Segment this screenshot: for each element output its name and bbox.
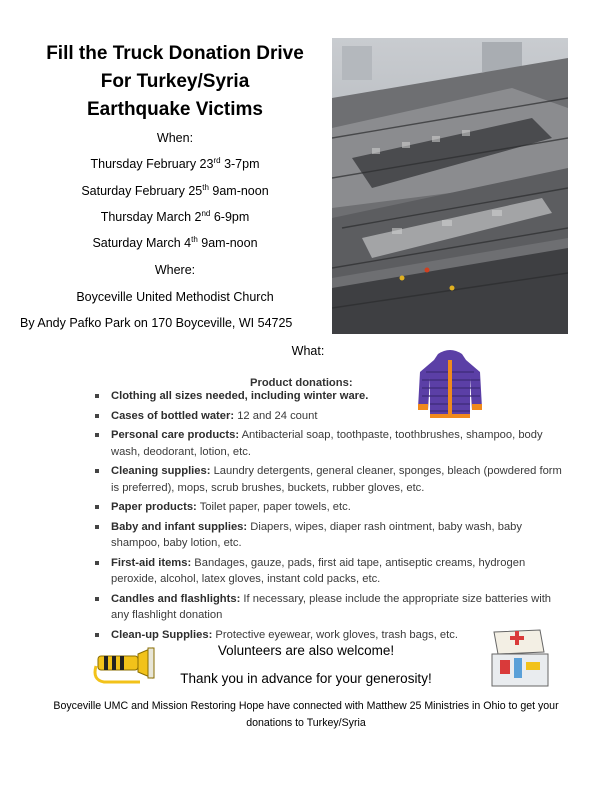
list-item: Cleaning supplies: Laundry detergents, general cleaner, sponges, bleach (powdered form is preferred), mops, scrub brushes, buckets, rubber gloves, etc. bbox=[95, 463, 565, 496]
list-item: Cases of bottled water: 12 and 24 count bbox=[95, 408, 565, 425]
title-line-3: Earthquake Victims bbox=[86, 99, 263, 120]
footer-note: Boyceville UMC and Mission Restoring Hope have connected with Matthew 25 Ministries in Ohio to get your donations to Turkey/Syria bbox=[53, 700, 559, 729]
date-line-1: Thursday February 23rd 3-7pm bbox=[90, 156, 260, 171]
where-label: Where: bbox=[154, 263, 196, 277]
list-item: Clothing all sizes needed, including winter ware. bbox=[95, 388, 565, 405]
products-heading: Product donations: bbox=[250, 377, 353, 389]
list-item: Personal care products: Antibacterial soap, toothpaste, toothbrushes, shampoo, body wash, deodorant, lotion, etc. bbox=[95, 427, 565, 460]
what-label: What: bbox=[291, 344, 325, 358]
product-list bbox=[95, 388, 565, 646]
list-item: Paper products: Toilet paper, paper towels, etc. bbox=[95, 499, 565, 516]
list-item: First-aid items: Bandages, gauze, pads, first aid tape, antiseptic creams, hydrogen peroxide, alcohol, latex gloves, instant cold packs, etc. bbox=[95, 555, 565, 588]
when-label: When: bbox=[156, 131, 194, 145]
title-line-2: For Turkey/Syria bbox=[100, 71, 250, 92]
venue-name: Boyceville United Methodist Church bbox=[76, 290, 274, 304]
list-item: Candles and flashlights: If necessary, please include the appropriate size batteries with any flashlight donation bbox=[95, 591, 565, 624]
earthquake-rubble-photo bbox=[332, 38, 568, 334]
venue-address: By Andy Pafko Park on 170 Boyceville, WI 54725 bbox=[20, 316, 293, 330]
title-line-1: Fill the Truck Donation Drive bbox=[46, 43, 304, 64]
date-line-4: Saturday March 4th 9am-noon bbox=[92, 235, 258, 250]
flyer-title bbox=[0, 40, 350, 124]
thanks-line: Thank you in advance for your generosity! bbox=[180, 671, 432, 686]
list-item: Baby and infant supplies: Diapers, wipes, diaper rash ointment, baby wash, baby shampoo, baby lotion, etc. bbox=[95, 519, 565, 552]
date-line-2: Saturday February 25th 9am-noon bbox=[81, 183, 269, 198]
volunteers-line: Volunteers are also welcome! bbox=[217, 643, 395, 658]
list-item: Clean-up Supplies: Protective eyewear, work gloves, trash bags, etc. bbox=[95, 627, 565, 644]
date-line-3: Thursday March 2nd 6-9pm bbox=[100, 209, 250, 224]
